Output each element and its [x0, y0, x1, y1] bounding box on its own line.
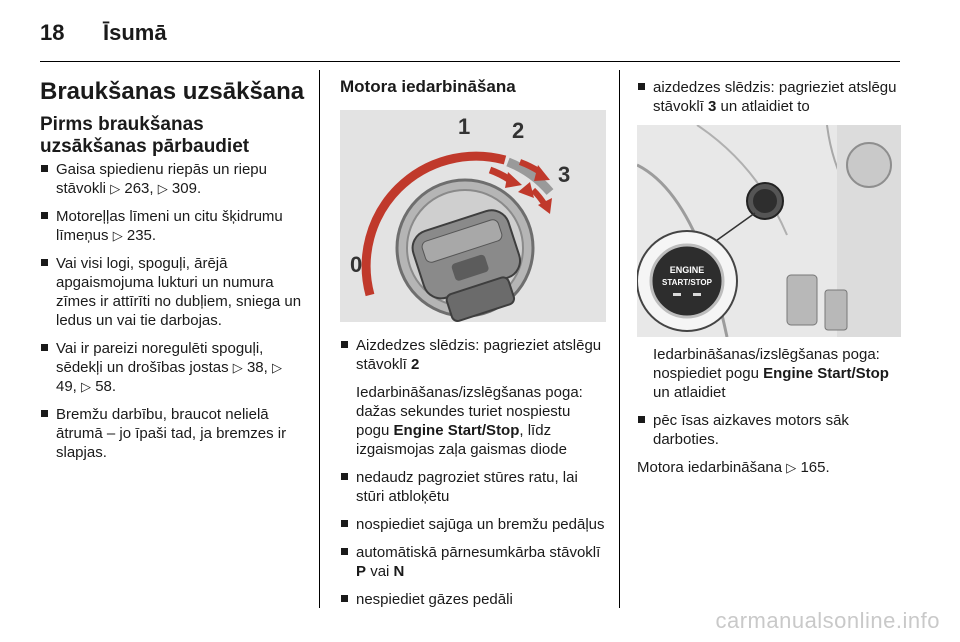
subsection-title: Pirms braukšanas uzsākšanas pārbaudiet [40, 114, 250, 157]
right-column [637, 70, 905, 486]
list-item: Aizdedzes slēdzis: pagrieziet atslēgu stāvoklī 2 [340, 336, 606, 374]
start-steps-list [340, 336, 606, 374]
page-ref-icon[interactable]: ▷ [157, 181, 168, 196]
list-item: Gaisa spiedienu riepās un riepu stāvokli ▷ 263, ▷ 309. [40, 160, 306, 198]
page-ref-icon[interactable]: ▷ [786, 460, 797, 475]
button-label-line2: START/STOP [662, 278, 712, 287]
start-steps-list-cont [340, 468, 606, 609]
ignition-key-figure [340, 110, 606, 322]
list-item: Vai visi logi, spoguļi, ārējā apgaismojuma lukturi un numura zīmes ir attīrīti no dubļiem, sniega un ledus un vai tie darbojas. [40, 254, 306, 330]
column-divider [619, 70, 620, 608]
start-steps-list-right-cont [637, 411, 905, 449]
cross-reference: Motora iedarbināšana ▷ 165. [637, 459, 830, 476]
list-item: automātiskā pārnesumkārba stāvoklī P vai N [340, 543, 606, 581]
button-label-line1: ENGINE [669, 265, 705, 275]
middle-column [340, 70, 606, 618]
list-item: Bremžu darbību, braucot nelielā ātrumā – jo īpaši tad, ja bremzes ir slapjas. [40, 405, 306, 462]
section-title: Braukšanas uzsākšana [40, 78, 305, 105]
list-item: pēc īsas aizkaves motors sāk darboties. [637, 411, 905, 449]
page-title: Īsumā [103, 20, 167, 45]
column-title: Motora iedarbināšana [340, 77, 516, 96]
position-label-2: 2 [512, 118, 525, 143]
header-rule [40, 61, 900, 62]
page-ref-icon[interactable]: ▷ [112, 228, 123, 243]
start-steps-list-right [637, 78, 905, 116]
start-stop-button-figure [637, 125, 901, 337]
left-column [40, 70, 306, 471]
checklist [40, 160, 306, 462]
list-item: nospiediet sajūga un bremžu pedāļus [340, 515, 606, 534]
list-item: nespiediet gāzes pedāli [340, 590, 606, 609]
watermark: carmanualsonline.info [715, 608, 940, 633]
position-label-0: 0 [350, 252, 363, 277]
list-item: Motoreļļas līmeni un citu šķidrumu līmeņus ▷ 235. [40, 207, 306, 245]
start-button-paragraph: Iedarbināšanas/izslēgšanas poga: nospiediet pogu Engine Start/Stop un atlaidiet [653, 346, 889, 401]
page-ref-icon[interactable]: ▷ [110, 181, 121, 196]
page-ref-icon[interactable]: ▷ [232, 360, 243, 375]
page-ref-icon[interactable]: ▷ [271, 360, 282, 375]
page-header [0, 0, 960, 62]
position-label-3: 3 [558, 162, 571, 187]
page-ref-icon[interactable]: ▷ [81, 379, 92, 394]
column-divider [319, 70, 320, 608]
list-item: nedaudz pagroziet stūres ratu, lai stūri atbloķētu [340, 468, 606, 506]
position-label-1: 1 [458, 114, 471, 139]
page-number: 18 [40, 20, 65, 45]
list-item: aizdedzes slēdzis: pagrieziet atslēgu stāvoklī 3 un atlaidiet to [637, 78, 905, 116]
list-item: Vai ir pareizi noregulēti spoguļi, sēdekļi un drošības jostas ▷ 38, ▷ 49, ▷ 58. [40, 339, 306, 396]
start-button-paragraph: Iedarbināšanas/izslēgšanas poga: dažas sekundes turiet nospiestu pogu Engine Start/Stop, līdz izgaismojas zaļa gaismas diode [356, 384, 583, 458]
